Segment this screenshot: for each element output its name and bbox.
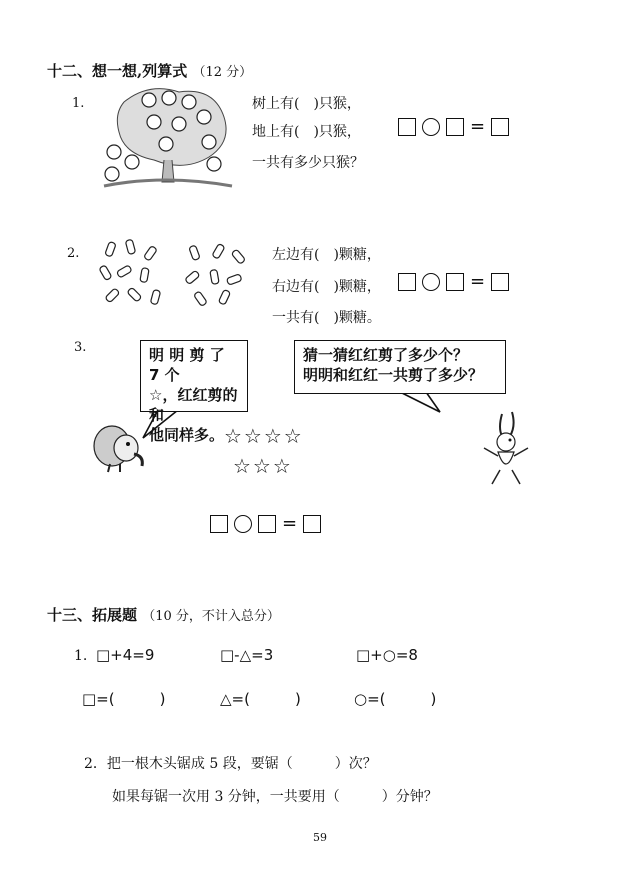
speech-bubble-left	[140, 340, 248, 444]
operator-circle[interactable]	[234, 515, 252, 533]
s13-q1-number: 1.	[74, 648, 88, 664]
s13-q1-answer-circle: ○=( )	[354, 690, 437, 708]
bubble-left-line2: ☆，红红剪的和	[149, 386, 238, 424]
answer-box[interactable]	[491, 118, 509, 136]
stars-row-2: ☆☆☆	[233, 454, 293, 478]
equals-sign: =	[470, 271, 486, 292]
rabbit-illustration	[476, 408, 536, 488]
page-number: 59	[313, 831, 327, 844]
q3-equation-template	[210, 515, 321, 533]
answer-box[interactable]	[491, 273, 509, 291]
answer-box[interactable]	[446, 273, 464, 291]
candies-left-illustration	[97, 238, 167, 308]
operator-circle[interactable]	[422, 273, 440, 291]
section-12-points: （12 分）	[192, 65, 253, 80]
operator-circle[interactable]	[422, 118, 440, 136]
s13-q1-answer-triangle: △=( )	[220, 690, 301, 708]
bubble-left-line3: 他同样多。	[149, 426, 225, 444]
section-12-title-text: 十二、想一想,列算式	[47, 62, 188, 80]
section-13-points: （10 分，不计入总分）	[142, 609, 280, 624]
q2-number: 2.	[67, 246, 80, 261]
q1-number: 1.	[72, 96, 85, 111]
equals-sign: =	[282, 513, 298, 534]
answer-box[interactable]	[258, 515, 276, 533]
q1-line-tree: 树上有( )只猴，	[252, 96, 361, 112]
answer-box[interactable]	[210, 515, 228, 533]
s13-q1-eq2: □-△=3	[220, 646, 274, 664]
section-13-title-text: 十三、拓展题	[47, 606, 138, 624]
monkeys-tree-illustration	[94, 82, 234, 190]
q2-line-total: 一共有( )颗糖。	[272, 310, 381, 326]
q2-equation-template	[398, 273, 509, 291]
bubble-left-line1: 明 明 剪 了 7 个	[149, 346, 225, 384]
speech-bubble-right	[294, 340, 506, 394]
section-13-title	[47, 604, 280, 625]
bubble-right-line2: 明明和红红一共剪了多少？	[303, 366, 484, 384]
answer-box[interactable]	[398, 273, 416, 291]
q2-line-right: 右边有( )颗糖，	[272, 279, 381, 295]
answer-box[interactable]	[446, 118, 464, 136]
s13-q2-line2: 如果每锯一次用 3 分钟，一共要用（ ）分钟？	[112, 789, 438, 805]
q3-number: 3.	[74, 340, 87, 355]
q1-equation-template	[398, 118, 509, 136]
s13-q1-answer-square: □=( )	[82, 690, 166, 708]
s13-q1-eq1: □+4=9	[96, 646, 155, 664]
s13-q2-line1: 2．把一根木头锯成 5 段，要锯（ ）次？	[84, 756, 377, 772]
answer-box[interactable]	[398, 118, 416, 136]
section-12-title	[47, 60, 252, 81]
q2-line-left: 左边有( )颗糖，	[272, 247, 381, 263]
equals-sign: =	[470, 116, 486, 137]
s13-q1-eq3: □+○=8	[356, 646, 418, 664]
elephant-illustration	[88, 420, 148, 475]
bubble-right-line1: 猜一猜红红剪了多少个？	[303, 346, 469, 364]
stars-row-1: ☆☆☆☆	[224, 424, 304, 448]
q1-line-total: 一共有多少只猴？	[252, 155, 364, 171]
candies-right-illustration	[183, 240, 253, 310]
q1-line-ground: 地上有( )只猴，	[252, 124, 361, 140]
answer-box[interactable]	[303, 515, 321, 533]
